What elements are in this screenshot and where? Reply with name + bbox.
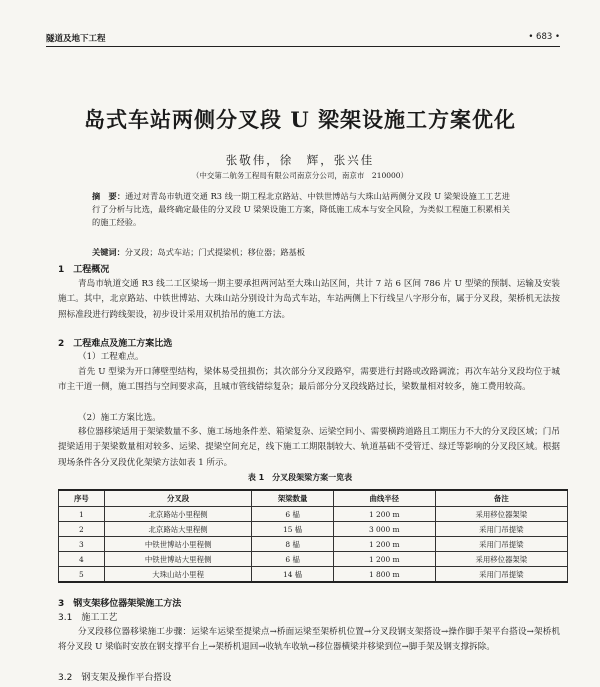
section-2-paragraph-1: 首先 U 型梁为开口薄壁型结构，梁体易受扭损伤；其次部分分叉段路窄，需要进行封路或改路调流；再次车站分叉段均位于城市主干道一侧，施工围挡与空间要求高，且城市管线错综复杂；最后部分分叉段线路过长，梁数量相对较多，施工费用较高。 — [58, 367, 560, 393]
section-2-sub-2: （2）施工方案比选。 — [78, 413, 161, 423]
table-cell: 4 — [59, 552, 105, 567]
table-1-caption: 表 1 分叉段架梁方案一览表 — [247, 473, 353, 482]
table-cell: 1 200 m — [333, 507, 435, 522]
table-header-cell: 架梁数量 — [252, 490, 333, 507]
paper-title: 岛式车站两侧分叉段 U 梁架设施工方案优化 — [84, 107, 516, 132]
table-cell: 1 — [59, 507, 105, 522]
table-header-cell: 备注 — [435, 490, 567, 507]
abstract-label: 摘 要： — [92, 191, 126, 201]
table-header-cell: 曲线半径 — [333, 490, 435, 507]
section-3-heading: 3 钢支架移位器架梁施工方法 — [58, 599, 182, 609]
table-cell: 采用门吊提梁 — [435, 567, 567, 583]
table-cell: 2 — [59, 522, 105, 537]
journal-name: 隧道及地下工程 — [46, 34, 106, 44]
table-cell: 采用门吊提梁 — [435, 522, 567, 537]
section-2-paragraph-2: 移位器移梁适用于架梁数量不多、施工场地条件差、箱梁复杂、运梁空间小、需要横跨道路且工期压力不大的分叉段区域；门吊提梁适用于架梁数量相对较多、运梁、提梁空间充足，线下施工工期限制较大、轨道基础不受管迁、绿迁等影响的分叉段区域。根据现场条件各分叉段优化架梁方法如表 1 所示。 — [58, 427, 560, 468]
table-cell: 8 榀 — [252, 537, 333, 552]
table-cell: 3 — [59, 537, 105, 552]
paper-authors: 张敬伟，徐 辉，张兴佳 — [225, 153, 375, 167]
section-1-heading: 1 工程概况 — [58, 265, 110, 275]
section-2-heading: 2 工程难点及施工方案比选 — [58, 339, 173, 349]
table-cell: 1 200 m — [333, 537, 435, 552]
table-cell: 5 — [59, 567, 105, 583]
table-1 — [58, 489, 568, 583]
table-header-row — [59, 490, 568, 507]
author-affiliation: （中交第二航务工程局有限公司南京分公司，南京市 210000） — [191, 171, 409, 180]
table-cell: 14 榀 — [252, 567, 333, 583]
page-number: • 683 • — [528, 32, 560, 42]
table-cell: 6 榀 — [252, 507, 333, 522]
table-cell: 1 200 m — [333, 552, 435, 567]
table-cell: 3 000 m — [333, 522, 435, 537]
section-3-1-heading: 3.1 施工工艺 — [58, 613, 118, 623]
table-row — [59, 537, 568, 552]
table-cell: 1 800 m — [333, 567, 435, 583]
table-row — [59, 552, 568, 567]
table-cell: 15 榀 — [252, 522, 333, 537]
table-row — [59, 567, 568, 583]
table-cell: 中铁世博站小里程侧 — [104, 537, 252, 552]
section-1-paragraph: 青岛市轨道交通 R3 线二工区梁场一期主要承担两河站至大珠山站区间，共计 7 站 6 区间 786 片 U 型梁的预制、运输及安装施工。其中，北京路站、中铁世博站、大珠山站分别设计为岛式车站，车站两侧上下行线呈八字形分布，属于分叉段，架桥机无法按照标准段进行跨线架设，初步设计采用双机抬吊的施工方法。 — [58, 279, 560, 320]
table-cell: 北京路站大里程侧 — [104, 522, 252, 537]
table-cell: 采用移位器架梁 — [435, 552, 567, 567]
table-header-cell: 分叉段 — [104, 490, 252, 507]
keywords-label: 关键词： — [92, 247, 125, 257]
keywords-text: 分叉段；岛式车站；门式提梁机；移位器；路基板 — [124, 247, 305, 257]
table-row — [59, 507, 568, 522]
keywords — [92, 246, 510, 259]
table-cell: 6 榀 — [252, 552, 333, 567]
abstract — [92, 190, 510, 230]
abstract-text: 通过对青岛市轨道交通 R3 线一期工程北京路站、中铁世博站与大珠山站两侧分叉段 U 梁架设施工工艺进行了分析与比选，最终确定最佳的分叉段 U 梁架设施工方案，降低施工成本与安全风险，为类似工程施工积累相关的施工经验。 — [92, 191, 510, 228]
section-3-paragraph: 分叉段移位器移梁施工步骤：运梁车运梁至提梁点→桥面运梁至架桥机位置→分叉段钢支架搭设→操作脚手架平台搭设→架桥机将分叉段 U 梁临时安放在钢支撑平台上→架桥机退回→收轨车收轨→移位器横梁并移梁到位→脚手架及钢支撑拆除。 — [58, 627, 560, 653]
table-cell: 北京路站小里程侧 — [104, 507, 252, 522]
section-3-2-heading: 3.2 钢支架及操作平台搭设 — [58, 673, 172, 683]
table-cell: 采用门吊提梁 — [435, 537, 567, 552]
table-cell: 采用移位器架梁 — [435, 507, 567, 522]
section-2-sub-1: （1）工程难点。 — [78, 352, 144, 362]
table-row — [59, 522, 568, 537]
table-cell: 大珠山站小里程 — [104, 567, 252, 583]
table-cell: 中铁世博站大里程侧 — [104, 552, 252, 567]
running-head — [46, 32, 560, 47]
table-header-cell: 序号 — [59, 490, 105, 507]
